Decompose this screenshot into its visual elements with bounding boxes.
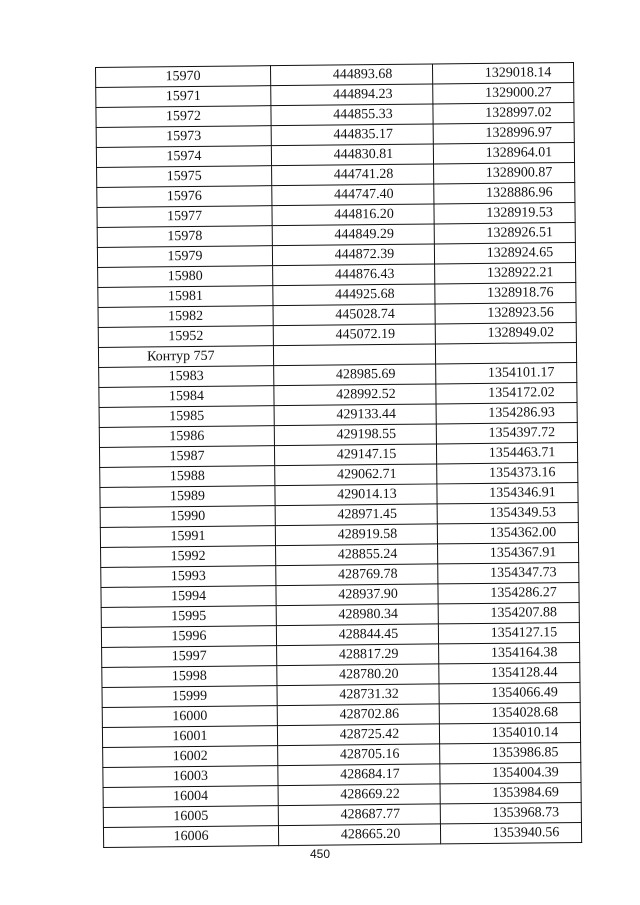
- point-number-cell: 15971: [96, 86, 271, 108]
- point-number-cell: 15999: [102, 686, 277, 708]
- y-coordinate-cell: 1353968.73: [440, 802, 581, 823]
- x-coordinate-cell: 444893.68: [270, 64, 432, 86]
- y-coordinate-cell: 1354172.02: [436, 382, 577, 403]
- y-coordinate-cell: 1328886.96: [434, 182, 575, 203]
- x-coordinate-cell: 428702.86: [277, 704, 439, 726]
- y-coordinate-cell: 1354362.00: [437, 522, 578, 543]
- x-coordinate-cell: 428725.42: [277, 724, 439, 746]
- point-number-cell: 15994: [101, 586, 276, 608]
- x-coordinate-cell: 429014.13: [275, 484, 437, 506]
- y-coordinate-cell: 1354286.93: [436, 402, 577, 423]
- x-coordinate-cell: 428780.20: [277, 664, 439, 686]
- y-coordinate-cell: 1354286.27: [438, 582, 579, 603]
- point-number-cell: 15988: [100, 466, 275, 488]
- point-number-cell: 15997: [102, 646, 277, 668]
- y-coordinate-cell: 1328924.65: [434, 242, 575, 263]
- y-coordinate-cell: 1328926.51: [434, 222, 575, 243]
- point-number-cell: 15990: [100, 506, 275, 528]
- x-coordinate-cell: 429198.55: [274, 424, 436, 446]
- coordinates-table: [95, 62, 582, 848]
- y-coordinate-cell: 1328997.02: [433, 102, 574, 123]
- x-coordinate-cell: 429147.15: [274, 444, 436, 466]
- y-coordinate-cell: 1329000.27: [433, 82, 574, 103]
- y-coordinate-cell: 1354349.53: [437, 502, 578, 523]
- point-number-cell: 15998: [102, 666, 277, 688]
- point-number-cell: 15972: [96, 106, 271, 128]
- x-coordinate-cell: 428769.78: [276, 564, 438, 586]
- y-coordinate-cell: 1354346.91: [437, 482, 578, 503]
- point-number-cell: 15984: [99, 386, 274, 408]
- x-coordinate-cell: 428844.45: [276, 624, 438, 646]
- y-coordinate-cell: 1329018.14: [432, 62, 573, 83]
- x-coordinate-cell: 428731.32: [277, 684, 439, 706]
- x-coordinate-cell: 444855.33: [271, 104, 433, 126]
- x-coordinate-cell: 428705.16: [278, 744, 440, 766]
- x-coordinate-cell: 428980.34: [276, 604, 438, 626]
- empty-cell: [273, 344, 435, 366]
- point-number-cell: 16005: [103, 806, 278, 828]
- y-coordinate-cell: 1354164.38: [439, 642, 580, 663]
- x-coordinate-cell: 444894.23: [271, 84, 433, 106]
- x-coordinate-cell: 428669.22: [278, 784, 440, 806]
- point-number-cell: 15975: [97, 166, 272, 188]
- y-coordinate-cell: 1354373.16: [437, 462, 578, 483]
- x-coordinate-cell: 445028.74: [273, 304, 435, 326]
- y-coordinate-cell: 1328900.87: [434, 162, 575, 183]
- point-number-cell: 15982: [98, 306, 273, 328]
- point-number-cell: 15986: [99, 426, 274, 448]
- point-number-cell: 15970: [96, 66, 271, 88]
- y-coordinate-cell: 1353986.85: [440, 742, 581, 763]
- y-coordinate-cell: 1354367.91: [438, 542, 579, 563]
- x-coordinate-cell: 444830.81: [271, 144, 433, 166]
- point-number-cell: 15995: [101, 606, 276, 628]
- y-coordinate-cell: 1328996.97: [433, 122, 574, 143]
- point-number-cell: 15979: [97, 246, 272, 268]
- point-number-cell: 15989: [100, 486, 275, 508]
- x-coordinate-cell: 444816.20: [272, 204, 434, 226]
- x-coordinate-cell: 428971.45: [275, 504, 437, 526]
- coordinates-table-body: [96, 62, 582, 847]
- y-coordinate-cell: 1354066.49: [439, 682, 580, 703]
- point-number-cell: 16006: [103, 826, 278, 848]
- point-number-cell: 15996: [101, 626, 276, 648]
- point-number-cell: 16003: [103, 766, 278, 788]
- empty-cell: [435, 342, 576, 363]
- page-number: 450: [309, 847, 331, 861]
- point-number-cell: 15985: [99, 406, 274, 428]
- x-coordinate-cell: 428992.52: [274, 384, 436, 406]
- point-number-cell: 15952: [98, 326, 273, 348]
- x-coordinate-cell: 444849.29: [272, 224, 434, 246]
- y-coordinate-cell: 1354397.72: [436, 422, 577, 443]
- y-coordinate-cell: 1353940.56: [440, 822, 581, 843]
- point-number-cell: 16000: [102, 706, 277, 728]
- y-coordinate-cell: 1328923.56: [435, 302, 576, 323]
- x-coordinate-cell: 429062.71: [275, 464, 437, 486]
- x-coordinate-cell: 445072.19: [273, 324, 435, 346]
- contour-label: Контур 757: [98, 346, 273, 368]
- point-number-cell: 15991: [100, 526, 275, 548]
- x-coordinate-cell: 428919.58: [275, 524, 437, 546]
- x-coordinate-cell: 429133.44: [274, 404, 436, 426]
- point-number-cell: 16004: [103, 786, 278, 808]
- point-number-cell: 15977: [97, 206, 272, 228]
- y-coordinate-cell: 1328964.01: [433, 142, 574, 163]
- point-number-cell: 15993: [101, 566, 276, 588]
- y-coordinate-cell: 1354004.39: [440, 762, 581, 783]
- y-coordinate-cell: 1354347.73: [438, 562, 579, 583]
- y-coordinate-cell: 1353984.69: [440, 782, 581, 803]
- x-coordinate-cell: 428937.90: [276, 584, 438, 606]
- x-coordinate-cell: 428684.17: [278, 764, 440, 786]
- x-coordinate-cell: 428665.20: [278, 824, 440, 846]
- x-coordinate-cell: 444925.68: [273, 284, 435, 306]
- point-number-cell: 15981: [98, 286, 273, 308]
- x-coordinate-cell: 428855.24: [276, 544, 438, 566]
- point-number-cell: 15974: [96, 146, 271, 168]
- point-number-cell: 15983: [99, 366, 274, 388]
- point-number-cell: 15980: [98, 266, 273, 288]
- point-number-cell: 15992: [101, 546, 276, 568]
- x-coordinate-cell: 428817.29: [277, 644, 439, 666]
- x-coordinate-cell: 444741.28: [272, 164, 434, 186]
- x-coordinate-cell: 444872.39: [272, 244, 434, 266]
- x-coordinate-cell: 444876.43: [273, 264, 435, 286]
- point-number-cell: 16002: [103, 746, 278, 768]
- y-coordinate-cell: 1328919.53: [434, 202, 575, 223]
- point-number-cell: 15978: [97, 226, 272, 248]
- y-coordinate-cell: 1328922.21: [435, 262, 576, 283]
- y-coordinate-cell: 1354101.17: [436, 362, 577, 383]
- y-coordinate-cell: 1328918.76: [435, 282, 576, 303]
- point-number-cell: 15976: [97, 186, 272, 208]
- point-number-cell: 15987: [99, 446, 274, 468]
- point-number-cell: 15973: [96, 126, 271, 148]
- x-coordinate-cell: 428687.77: [278, 804, 440, 826]
- y-coordinate-cell: 1354463.71: [436, 442, 577, 463]
- x-coordinate-cell: 444747.40: [272, 184, 434, 206]
- y-coordinate-cell: 1354128.44: [439, 662, 580, 683]
- x-coordinate-cell: 428985.69: [274, 364, 436, 386]
- y-coordinate-cell: 1354010.14: [439, 722, 580, 743]
- y-coordinate-cell: 1354127.15: [438, 622, 579, 643]
- y-coordinate-cell: 1354028.68: [439, 702, 580, 723]
- y-coordinate-cell: 1328949.02: [435, 322, 576, 343]
- point-number-cell: 16001: [102, 726, 277, 748]
- x-coordinate-cell: 444835.17: [271, 124, 433, 146]
- y-coordinate-cell: 1354207.88: [438, 602, 579, 623]
- coordinates-table-container: [95, 62, 581, 848]
